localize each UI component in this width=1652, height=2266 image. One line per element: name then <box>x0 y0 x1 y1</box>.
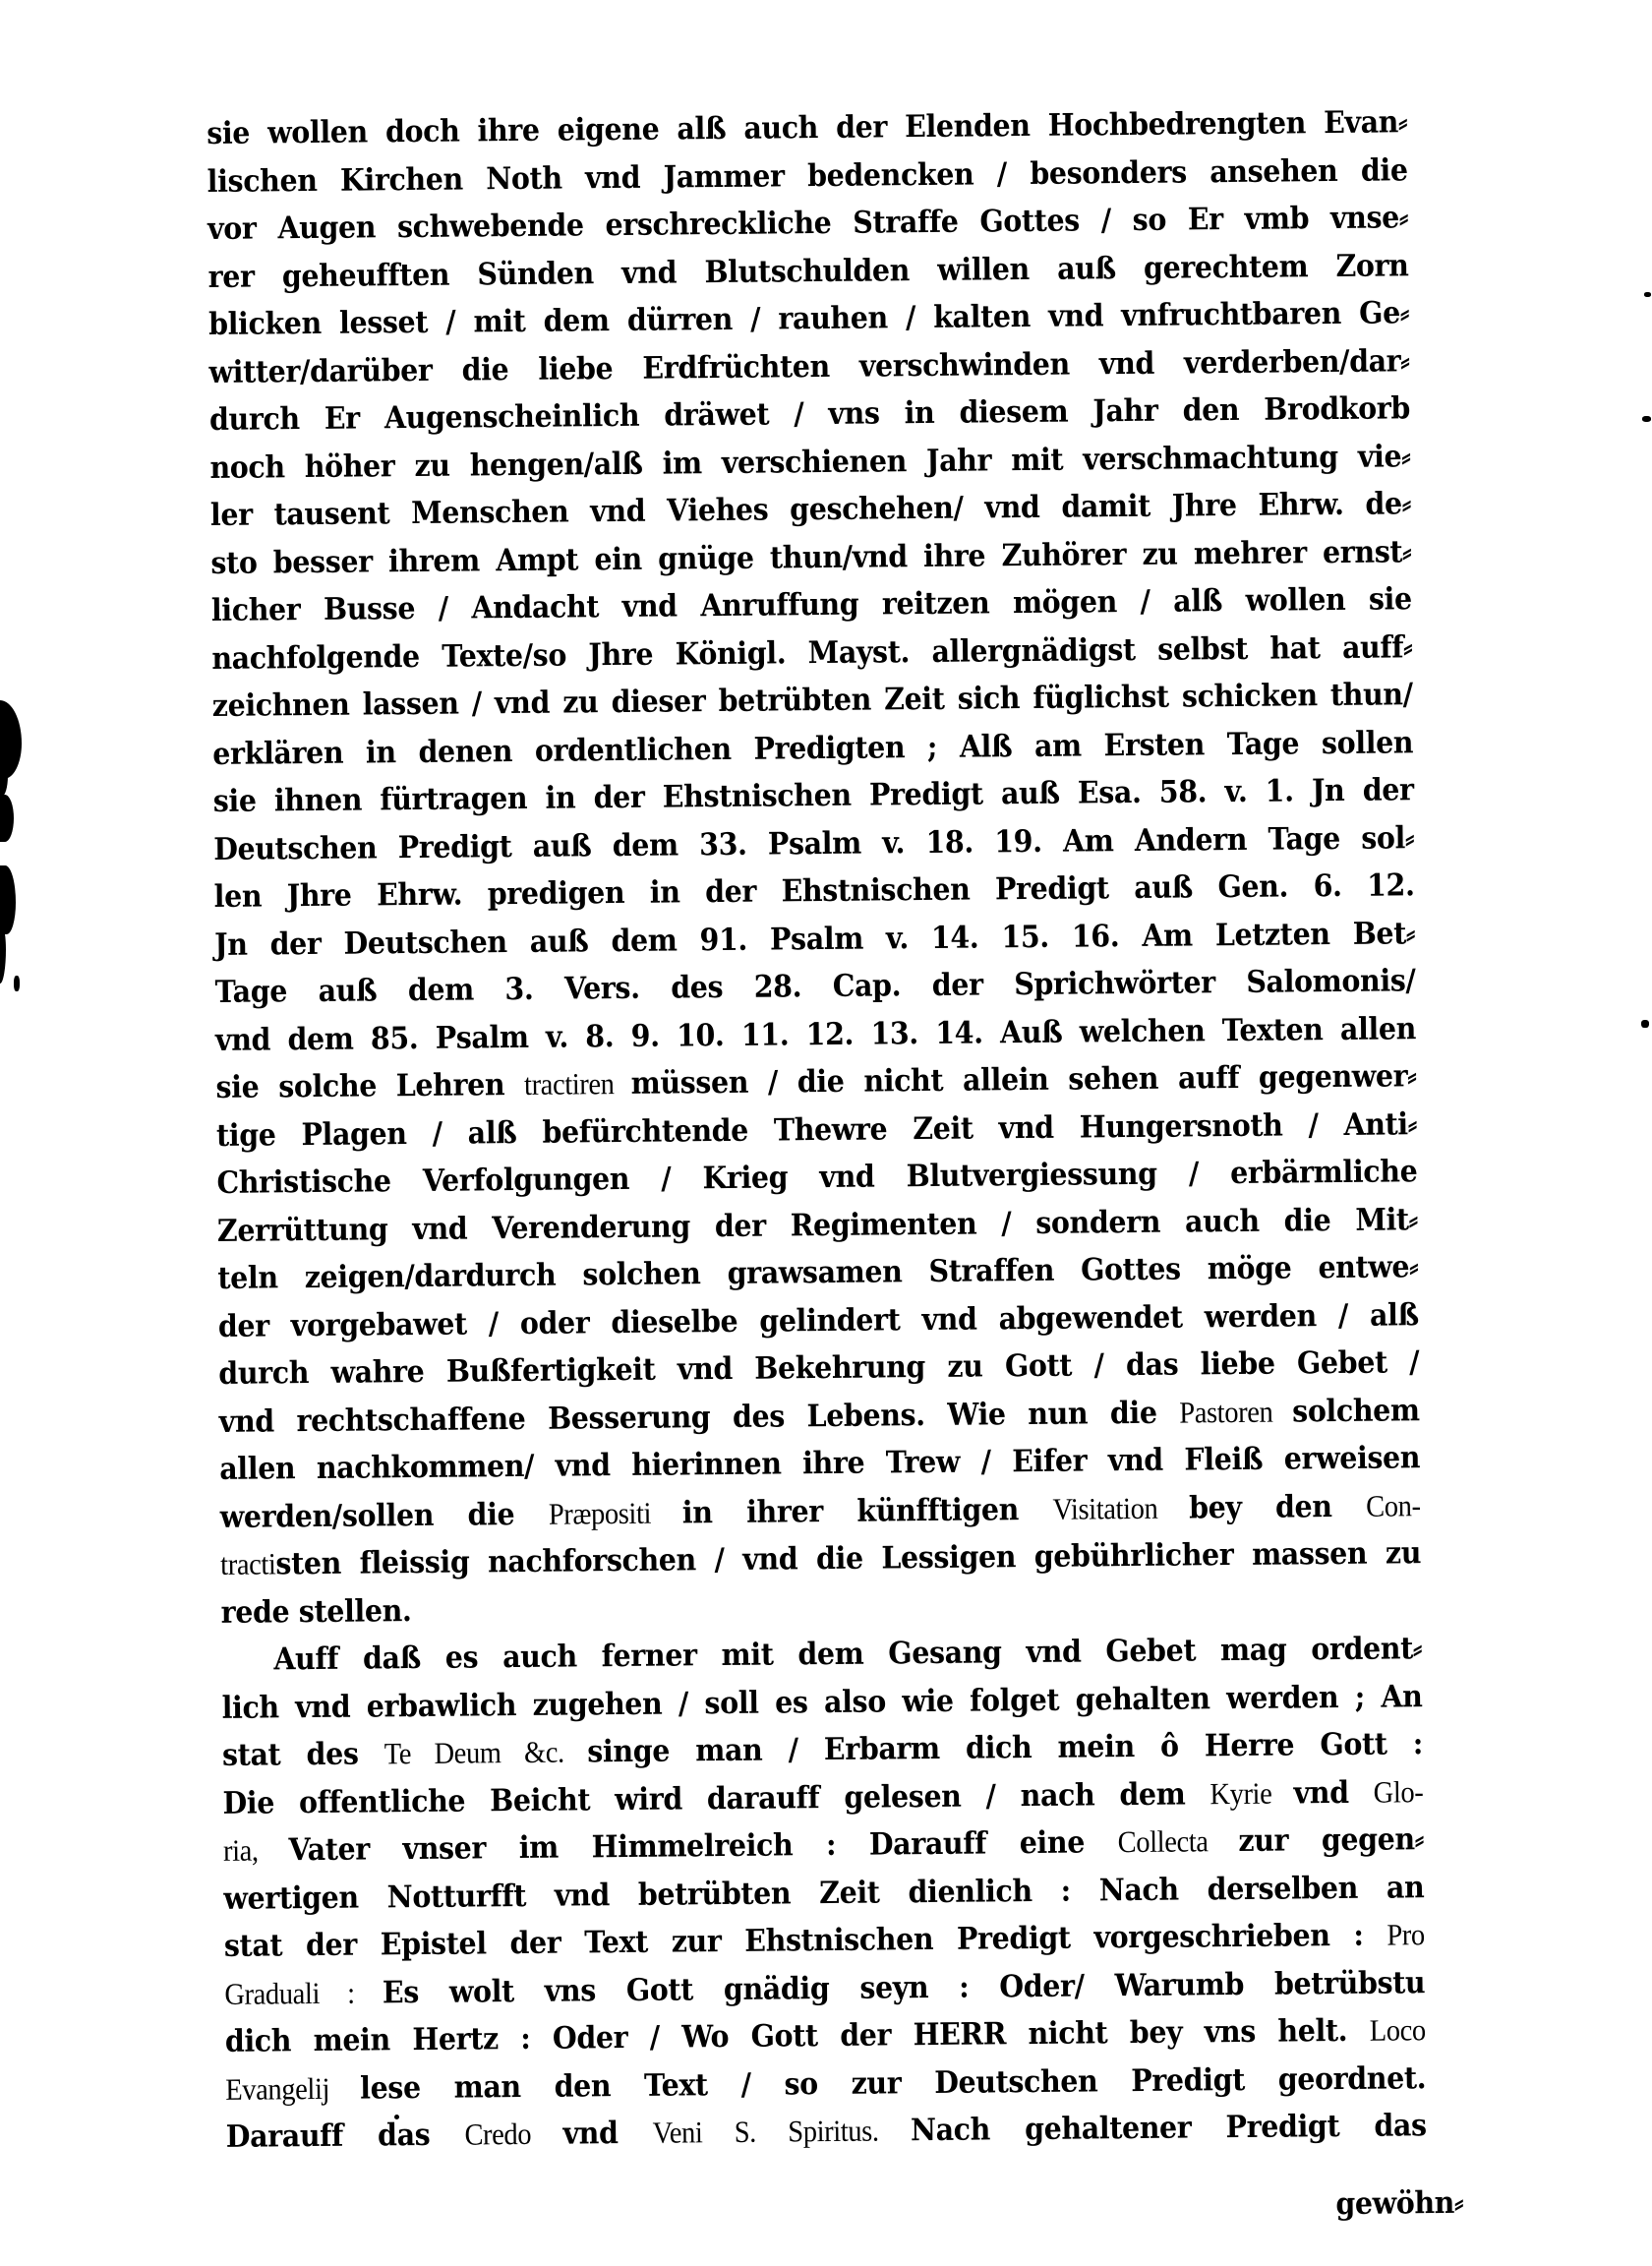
antiqua-text: Kyrie <box>1210 1774 1294 1811</box>
fraktur-text: sie wollen doch ihre eigene alß auch der Elenden Hochbedrengten Evan⸗ <box>206 104 1408 151</box>
fraktur-text: müssen / die nicht allein sehen auff gegenwer⸗ <box>630 1058 1417 1102</box>
antiqua-text: Glo- <box>1373 1773 1424 1810</box>
fraktur-text: Die offentliche Beicht wird darauff gelesen / nach dem <box>222 1775 1210 1821</box>
fraktur-text: Zerrüttung vnd Verenderung der Regimenten / sondern auch die Mit⸗ <box>216 1201 1418 1249</box>
fraktur-text: licher Busse / Andacht vnd Anruffung reitzen mögen / alß wollen sie <box>210 581 1412 628</box>
fraktur-text: Jn der Deutschen auß dem 91. Psalm v. 14. 15. 16. Am Letzten Bet⸗ <box>213 915 1416 963</box>
paragraph <box>206 98 1422 1637</box>
fraktur-text: Auff daß es auch ferner mit dem Gesang vnd Gebet mag ordent⸗ <box>273 1631 1423 1678</box>
fraktur-text: vnd <box>562 2115 653 2152</box>
fraktur-text: ler tausent Menschen vnd Viehes geschehen/ vnd damit Jhre Ehrw. de⸗ <box>209 486 1412 533</box>
fraktur-text: rer geheufften Sünden vnd Blutschulden willen auß gerechtem Zorn <box>207 247 1409 295</box>
antiqua-text: ria, <box>222 1832 289 1868</box>
fraktur-text: durch Er Augenscheinlich dräwet / vns in diesem Jahr den Brodkorb <box>208 390 1411 438</box>
fraktur-text: Nach gehaltener Predigt das <box>910 2108 1427 2149</box>
fraktur-text: Tage auß dem 3. Vers. des 28. Cap. der Sprichwörter Salomonis/ <box>214 963 1416 1010</box>
fraktur-text: lich vnd erbawlich zugehen / soll es also wie folget gehalten werden ; An <box>221 1678 1423 1726</box>
fraktur-text: werden/sollen die <box>219 1496 550 1535</box>
antiqua-text: Pro <box>1386 1917 1425 1952</box>
fraktur-text: sto besser ihrem Ampt ein gnüge thun/vnd ihre Zuhörer zu mehrer ernst⸗ <box>210 533 1412 581</box>
fraktur-text: vnd rechtschaffene Besserung des Lebens. Wie nun die <box>218 1395 1180 1440</box>
fraktur-text: erklären in denen ordentlichen Predigten ; Alß am Ersten Tage sollen <box>212 724 1414 772</box>
antiqua-text: Credo <box>464 2116 563 2152</box>
fraktur-text: sie solche Lehren <box>215 1066 525 1105</box>
fraktur-text: rede stellen. <box>220 1592 412 1631</box>
fraktur-text: nachfolgende Texte/so Jhre Königl. Mayst. allergnädigst selbst hat auff⸗ <box>211 628 1413 677</box>
fraktur-text: Darauff das <box>225 2117 465 2155</box>
fraktur-text: in ihrer künfftigen <box>681 1491 1053 1530</box>
fraktur-text: zur gegen⸗ <box>1238 1821 1425 1860</box>
fraktur-text: dich mein Hertz : Oder / Wo Gott der HERR nicht bey vns helt. <box>224 2012 1370 2059</box>
ink-speck <box>14 976 20 991</box>
fraktur-text: durch wahre Bußfertigkeit vnd Bekehrung zu Gott / das liebe Gebet / <box>218 1344 1420 1392</box>
paragraph <box>221 1625 1427 2161</box>
fraktur-text: sten fleissig nachforschen / vnd die Lessigen gebührlicher massen zu <box>275 1535 1422 1582</box>
antiqua-text: Con- <box>1366 1487 1421 1523</box>
fraktur-text: len Jhre Ehrw. predigen in der Ehstnischen Predigt auß Gen. 6. 12. <box>213 867 1415 915</box>
catchword <box>226 2178 1463 2238</box>
left-margin-ink-blot <box>0 926 6 984</box>
antiqua-text: Collecta <box>1117 1823 1239 1860</box>
fraktur-text: Es wolt vns Gott gnädig seyn : Oder/ Warumb betrübstu <box>382 1964 1426 2010</box>
fraktur-text: bey den <box>1188 1488 1367 1525</box>
fraktur-text: wertigen Notturfft vnd betrübten Zeit dienlich : Nach derselben an <box>223 1869 1425 1917</box>
text-block <box>206 98 1464 2238</box>
ink-speck <box>1641 1020 1649 1028</box>
antiqua-text: Veni S. Spiritus. <box>652 2113 912 2150</box>
antiqua-text: Te Deum &c. <box>384 1734 588 1771</box>
antiqua-text: Præpositi <box>548 1494 682 1531</box>
fraktur-text: stat des <box>221 1736 384 1773</box>
fraktur-text: lese man den Text / so zur Deutschen Predigt geordnet. <box>359 2059 1427 2107</box>
fraktur-text: vnd dem 85. Psalm v. 8. 9. 10. 11. 12. 13. 14. Auß welchen Texten allen <box>214 1010 1417 1058</box>
fraktur-text: tige Plagen / alß befürchtende Thewre Zeit vnd Hungersnoth / Anti⸗ <box>215 1105 1418 1154</box>
ink-speck <box>1644 292 1651 297</box>
fraktur-text: zeichnen lassen / vnd zu dieser betrübten Zeit sich füglichst schicken thun/ <box>211 677 1413 724</box>
antiqua-text: Loco <box>1369 2012 1426 2048</box>
fraktur-text: der vorgebawet / oder dieselbe gelindert vnd abgewendet werden / alß <box>217 1296 1419 1344</box>
fraktur-text: Vater vnser im Himmelreich : Darauff eine <box>288 1824 1118 1869</box>
left-margin-ink-blot <box>0 865 16 934</box>
left-margin-ink-blot <box>0 795 14 842</box>
fraktur-text: stat der Epistel der Text zur Ehstnischen Predigt vorgeschrieben : <box>223 1917 1387 1964</box>
fraktur-text: singe man / Erbarm dich mein ô Herre Gott : <box>587 1726 1424 1770</box>
ink-speck <box>1642 416 1651 422</box>
antiqua-text: Graduali : <box>224 1974 384 2011</box>
antiqua-text: Pastoren <box>1179 1393 1293 1430</box>
antiqua-text: Evangelij <box>225 2070 361 2107</box>
antiqua-text: tracti <box>220 1546 276 1581</box>
fraktur-text: vnd <box>1293 1774 1374 1811</box>
fraktur-text: solchem <box>1292 1392 1420 1429</box>
fraktur-text: Christische Verfolgungen / Krieg vnd Blutvergiessung / erbärmliche <box>216 1154 1418 1201</box>
fraktur-text: witter/darüber die liebe Erdfrüchten verschwinden vnd verderben/dar⸗ <box>208 342 1410 390</box>
fraktur-text: allen nachkommen/ vnd hierinnen ihre Trew / Eifer vnd Fleiß erweisen <box>219 1440 1421 1487</box>
fraktur-text: Deutschen Predigt auß dem 33. Psalm v. 18. 19. Am Andern Tage sol⸗ <box>213 819 1415 867</box>
fraktur-text: noch höher zu hengen/alß im verschienen Jahr mit verschmachtung vie⸗ <box>209 438 1411 486</box>
fraktur-text: vor Augen schwebende erschreckliche Straffe Gottes / so Er vmb vnse⸗ <box>206 200 1409 247</box>
catchword-text: gewöhn⸗ <box>1335 2184 1464 2222</box>
fraktur-text: sie ihnen fürtragen in der Ehstnischen Predigt auß Esa. 58. v. 1. Jn der <box>212 772 1414 819</box>
fraktur-text: blicken lesset / mit dem dürren / rauhen / kalten vnd vnfruchtbaren Ge⸗ <box>207 295 1410 342</box>
text-line <box>226 2102 1427 2161</box>
fraktur-text: lischen Kirchen Noth vnd Jammer bedencken / besonders ansehen die <box>206 151 1408 200</box>
fraktur-text: teln zeigen/dardurch solchen grawsamen Straffen Gottes möge entwe⸗ <box>217 1249 1419 1296</box>
antiqua-text: tractiren <box>523 1065 631 1102</box>
antiqua-text: Visitation <box>1052 1489 1190 1526</box>
